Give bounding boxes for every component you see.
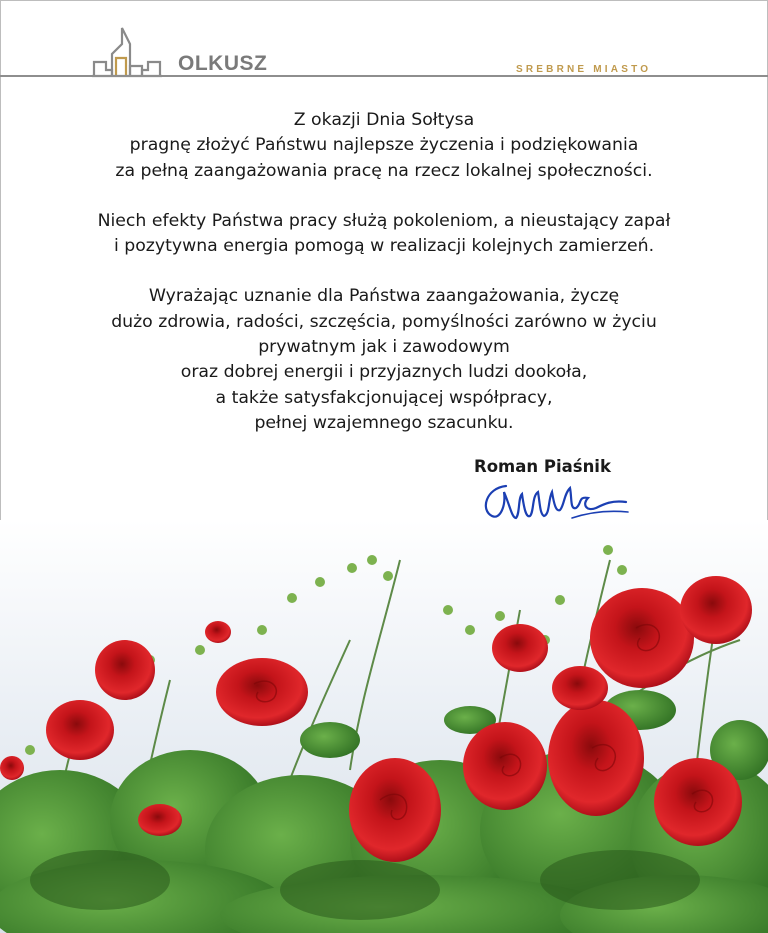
text-line: oraz dobrej energii i przyjaznych ludzi dookoła, <box>180 362 588 383</box>
text-line: i pozytywna energia pomogą w realizacji kolejnych zamierzeń. <box>113 236 655 257</box>
logo-text: OLKUSZ <box>178 52 268 75</box>
paragraph-closing <box>40 284 728 436</box>
red-roses-bush-image <box>0 520 768 933</box>
olkusz-logo-icon <box>92 26 162 78</box>
text-line: prywatnym jak i zawodowym <box>258 337 510 358</box>
text-line: za pełną zaangażowania pracę na rzecz lokalnej społeczności. <box>115 160 653 181</box>
text-line: pragnę złożyć Państwu najlepsze życzenia i podziękowania <box>129 135 639 156</box>
text-line: Wyrażając uznanie dla Państwa zaangażowania, życzę <box>148 286 620 307</box>
signer-name: Roman Piaśnik <box>474 457 611 476</box>
text-line: Niech efekty Państwa pracy służą pokoleniom, a nieustający zapał <box>97 210 671 231</box>
text-line: Z okazji Dnia Sołtysa <box>293 110 475 130</box>
letterhead <box>0 0 768 80</box>
text-line: a także satysfakcjonującej współpracy, <box>215 387 553 408</box>
letter-body <box>40 108 728 461</box>
tagline: SREBRNE MIASTO <box>516 64 652 75</box>
text-line: pełnej wzajemnego szacunku. <box>254 412 514 433</box>
text-line: dużo zdrowia, radości, szczęścia, pomyślności zarówno w życiu <box>111 311 657 332</box>
header-divider <box>0 75 768 77</box>
paragraph-greeting <box>40 108 728 184</box>
paragraph-wishes <box>40 209 728 260</box>
